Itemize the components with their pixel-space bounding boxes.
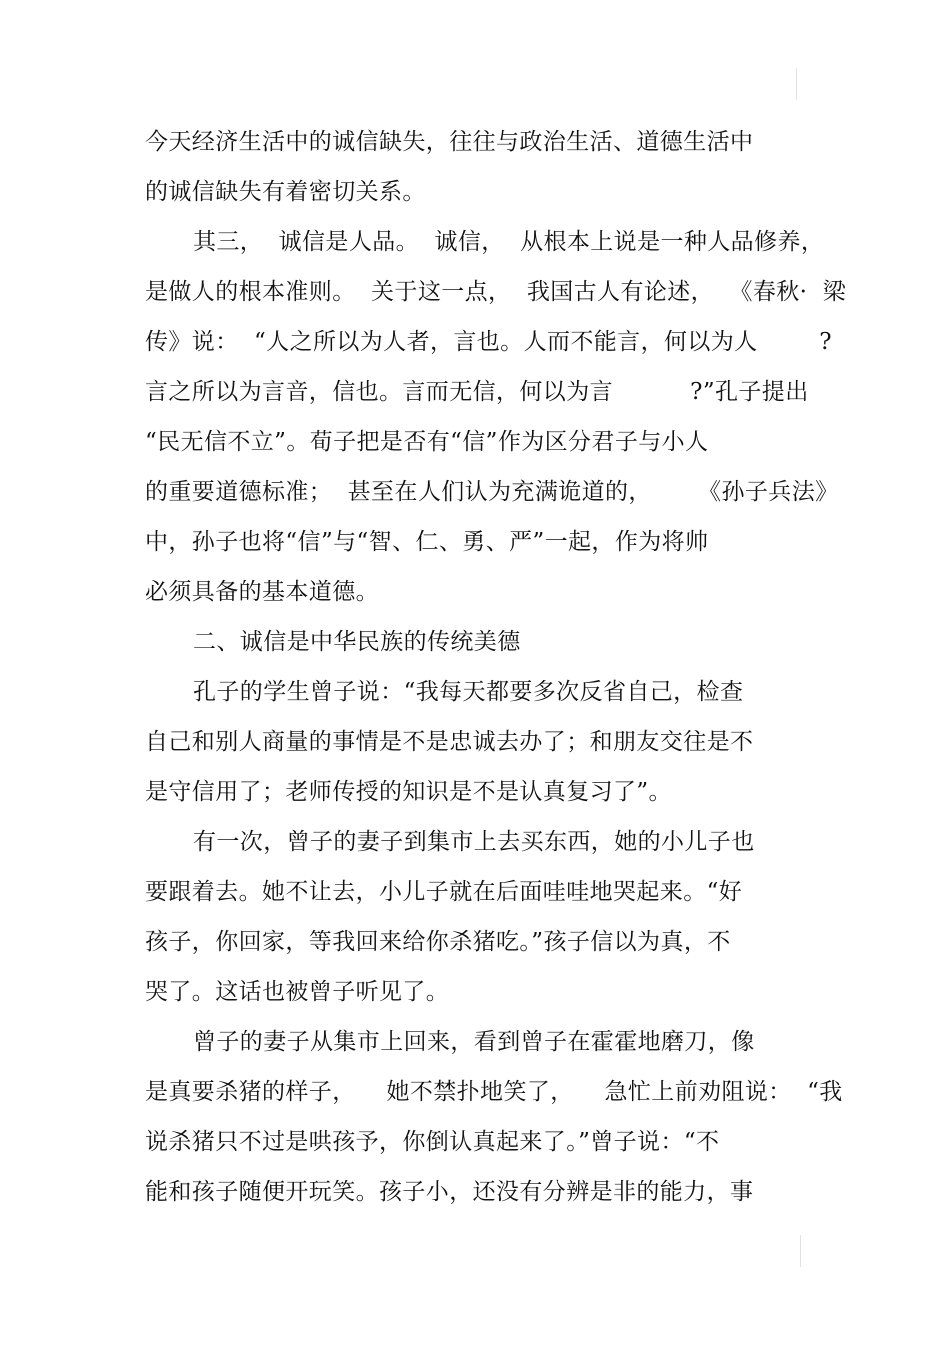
paragraph-start: 其三， 诚信是人品。 诚信， 从根本上说是一种人品修养， [193,229,825,255]
margin-mark-bottom [800,1235,801,1267]
paragraph-start: 有一次，曾子的妻子到集市上去买东西，她的小儿子也 [193,829,755,855]
text-line: 是真要杀猪的样子， 她不禁扑地笑了， 急忙上前劝阻说： “我 [145,1079,843,1105]
text-line: 自己和别人商量的事情是不是忠诚去办了；和朋友交往是不 [145,729,754,755]
paragraph-start: 孔子的学生曾子说：“我每天都要多次反省自己，检查 [193,679,744,705]
margin-mark-top [796,68,797,100]
text-line: 能和孩子随便开玩笑。孩子小，还没有分辨是非的能力，事 [145,1179,754,1205]
text-line: 的诚信缺失有着密切关系。 [145,179,426,205]
paragraph-start: 曾子的妻子从集市上回来，看到曾子在霍霍地磨刀，像 [193,1029,755,1055]
text-line: 孩子，你回家，等我回来给你杀猪吃。”孩子信以为真，不 [145,929,731,955]
text-line: 今天经济生活中的诚信缺失，往往与政治生活、道德生活中 [145,129,754,155]
text-line: 中，孙子也将“信”与“智、仁、勇、严”一起，作为将帅 [145,529,709,555]
text-line: 是做人的根本准则。 关于这一点， 我国古人有论述， 《春秋· 梁 [145,279,847,305]
text-line: 哭了。这话也被曾子听见了。 [145,979,450,1005]
text-line: 的重要道德标准； 甚至在人们认为充满诡道的， 《孙子兵法》 [145,479,839,505]
text-line: 要跟着去。她不让去，小儿子就在后面哇哇地哭起来。“好 [145,879,743,905]
text-line: 是守信用了；老师传授的知识是不是认真复习了”。 [145,779,672,805]
section-heading: 二、诚信是中华民族的传统美德 [193,629,521,655]
text-line: “民无信不立”。荀子把是否有“信”作为区分君子与小人 [145,429,709,455]
text-line: 说杀猪只不过是哄孩予，你倒认真起来了。”曾子说：“不 [145,1129,720,1155]
text-line: 传》说： “人之所以为人者，言也。人而不能言，何以为人 ? [145,329,832,355]
text-line: 必须具备的基本道德。 [145,579,379,605]
text-line: 言之所以为言音，信也。言而无信，何以为言 ?”孔子提出 [145,379,809,405]
